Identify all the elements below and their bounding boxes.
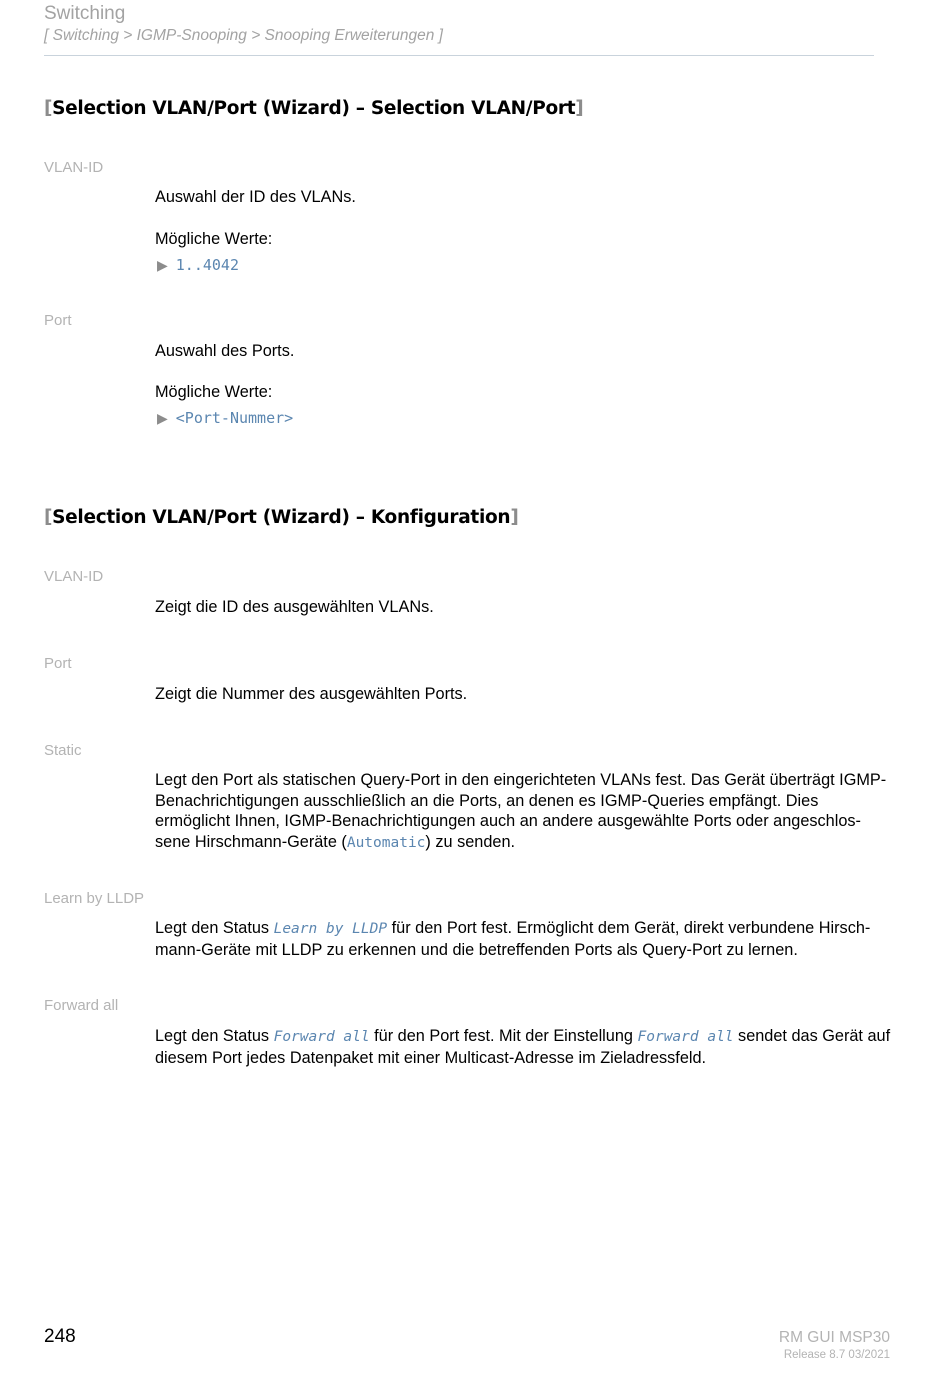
param-name-vlan-id: VLAN-ID bbox=[44, 568, 104, 585]
code-learn-by-lldp: Learn by LLDP bbox=[273, 921, 388, 937]
code-forward-all: Forward all bbox=[637, 1029, 734, 1045]
param-name-port: Port bbox=[44, 655, 72, 672]
param-name-forward-all: Forward all bbox=[44, 997, 119, 1014]
value-list-item bbox=[157, 256, 239, 274]
param-name-port: Port bbox=[44, 312, 72, 329]
param-desc-static: Legt den Port als statischen Query-Port in den eingerichteten VLANs fest. Das Gerät überträgt IGMP-Benachrichtigungen ausschließlich an die Ports, an denen es IGMP-Queries empfängt. Dies ermöglicht Ihnen, IGMP-Benachrichtigungen auch an andere ausgewählte Ports oder angeschlos-sene Hirschmann-Geräte (Automatic) zu senden. bbox=[155, 771, 887, 851]
page-header bbox=[44, 2, 874, 46]
section-title-text: Selection VLAN/Port (Wizard) – Konfiguration bbox=[52, 507, 511, 528]
param-name-learn-by-lldp: Learn by LLDP bbox=[44, 890, 145, 907]
footer-doc-info bbox=[779, 1328, 890, 1363]
footer-doc-title: RM GUI MSP30 bbox=[778, 1329, 890, 1346]
param-desc-port: Auswahl des Ports. bbox=[155, 342, 295, 360]
footer-release: Release 8.7 03/2021 bbox=[783, 1349, 890, 1361]
bullet-triangle-icon: ▶ bbox=[157, 258, 168, 274]
param-desc-vlan-id: Auswahl der ID des VLANs. bbox=[155, 188, 356, 206]
page-number: 248 bbox=[44, 1326, 76, 1347]
code-automatic: Automatic bbox=[346, 834, 426, 851]
param-name-vlan-id: VLAN-ID bbox=[44, 159, 104, 176]
header-title: Switching bbox=[44, 3, 126, 24]
param-desc-vlan-id: Zeigt die ID des ausgewählten VLANs. bbox=[155, 598, 434, 616]
bullet-triangle-icon: ▶ bbox=[157, 411, 168, 427]
possible-values-label: Mögliche Werte: bbox=[155, 230, 273, 248]
section-title-text: Selection VLAN/Port (Wizard) – Selection VLAN/Port bbox=[52, 98, 576, 119]
param-desc-forward-all: Legt den Status Forward all für den Port fest. Mit der Einstellung Forward all sendet das Gerät auf diesem Port jedes Datenpaket mit einer Multicast-Adresse im Zieladressfeld. bbox=[155, 1027, 891, 1067]
value-text: <Port-Nummer> bbox=[175, 409, 294, 427]
value-text: 1..4042 bbox=[175, 256, 239, 274]
value-list-item bbox=[157, 409, 293, 427]
section-title-konfiguration: [Selection VLAN/Port (Wizard) – Konfiguration] bbox=[44, 507, 519, 528]
code-forward-all: Forward all bbox=[273, 1029, 370, 1045]
section-title-selection: [Selection VLAN/Port (Wizard) – Selection VLAN/Port] bbox=[44, 98, 584, 119]
param-desc-port: Zeigt die Nummer des ausgewählten Ports. bbox=[155, 685, 468, 703]
breadcrumb: [ Switching > IGMP-Snooping > Snooping Erweiterungen ] bbox=[44, 27, 443, 44]
header-divider bbox=[44, 55, 874, 56]
param-desc-learn-by-lldp: Legt den Status Learn by LLDP für den Port fest. Ermöglicht dem Gerät, direkt verbundene Hirsch-mann-Geräte mit LLDP zu erkennen und die betreffenden Ports als Query-Port zu lernen. bbox=[155, 919, 871, 959]
possible-values-label: Mögliche Werte: bbox=[155, 383, 273, 401]
param-name-static: Static bbox=[44, 742, 82, 759]
